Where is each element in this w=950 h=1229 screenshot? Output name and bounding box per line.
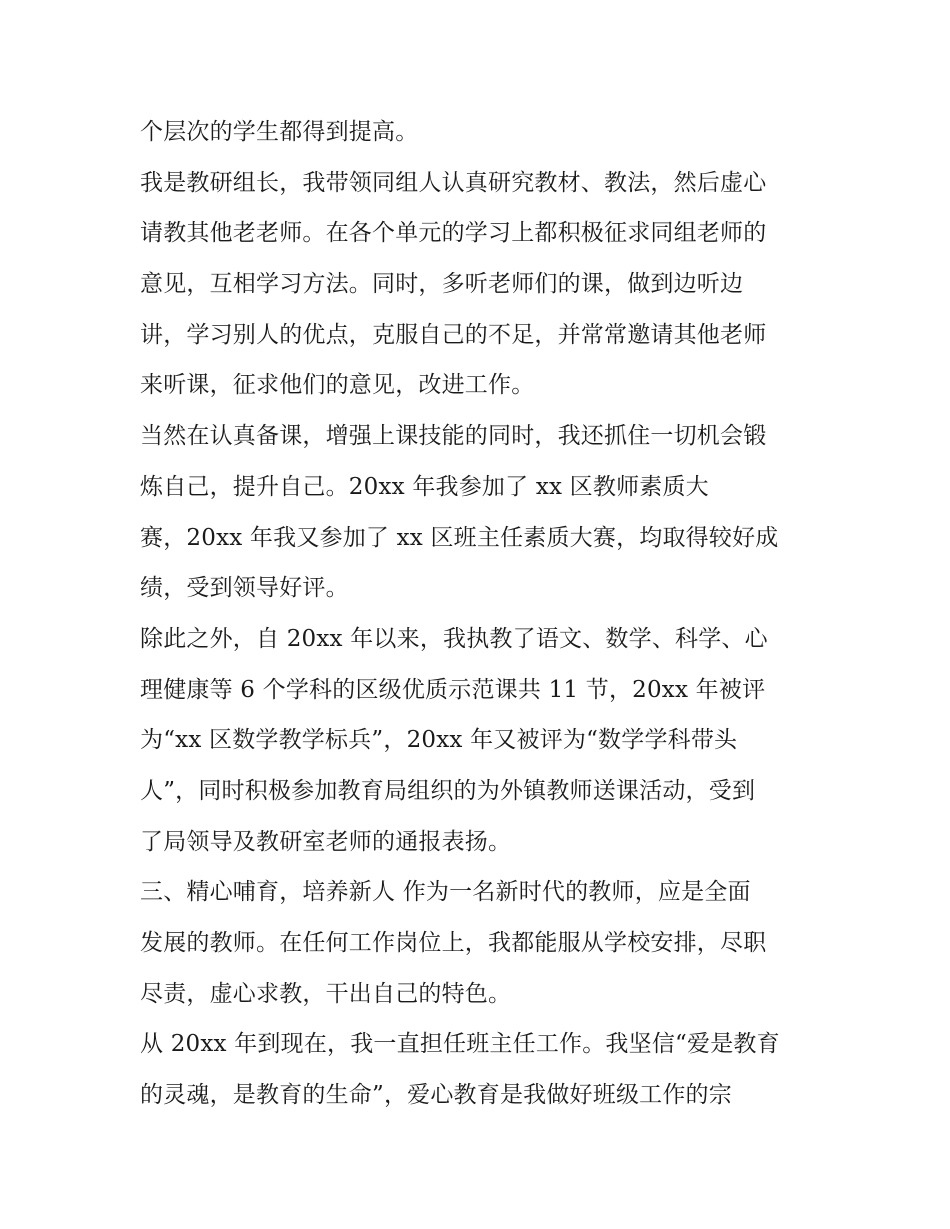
text-line: 绩，受到领导好评。 [140, 575, 349, 602]
text-line: 讲，学习别人的优点，克服自己的不足，并常常邀请其他老师 [140, 321, 767, 348]
text-line: 除此之外，自 20xx 年以来，我执教了语文、数学、科学、心 [140, 625, 768, 652]
text-line: 尽责，虚心求教，干出自己的特色。 [140, 980, 512, 1007]
text-line: 为“xx 区数学教学标兵”，20xx 年又被评为“数学学科带头 [140, 727, 738, 754]
text-line: 当然在认真备课，增强上课技能的同时，我还抓住一切机会锻 [140, 423, 767, 450]
text-line: 的灵魂，是教育的生命”，爱心教育是我做好班级工作的宗 [140, 1082, 732, 1109]
text-line: 赛，20xx 年我又参加了 xx 区班主任素质大赛，均取得较好成 [140, 524, 779, 551]
text-line: 请教其他老老师。在各个单元的学习上都积极征求同组老师的 [140, 220, 767, 247]
text-line: 了局领导及教研室老师的通报表扬。 [140, 828, 512, 855]
text-line: 人”，同时积极参加教育局组织的为外镇教师送课活动，受到 [140, 777, 756, 804]
text-line: 理健康等 6 个学科的区级优质示范课共 11 节，20xx 年被评 [140, 676, 766, 703]
text-line: 从 20xx 年到现在，我一直担任班主任工作。我坚信“爱是教育 [140, 1031, 780, 1058]
text-line: 炼自己，提升自己。20xx 年我参加了 xx 区教师素质大 [140, 473, 709, 500]
text-line: 发展的教师。在任何工作岗位上，我都能服从学校安排，尽职 [140, 930, 767, 956]
text-line: 个层次的学生都得到提高。 [140, 119, 419, 145]
document-text-body [140, 107, 820, 1121]
text-line: 我是教研组长，我带领同组人认真研究教材、教法，然后虚心 [140, 169, 767, 196]
text-line: 三、精心哺育，培养新人 作为一名新时代的教师，应是全面 [140, 879, 751, 906]
text-line: 意见，互相学习方法。同时，多听老师们的课，做到边听边 [140, 271, 744, 298]
text-line: 来听课，征求他们的意见，改进工作。 [140, 372, 535, 399]
